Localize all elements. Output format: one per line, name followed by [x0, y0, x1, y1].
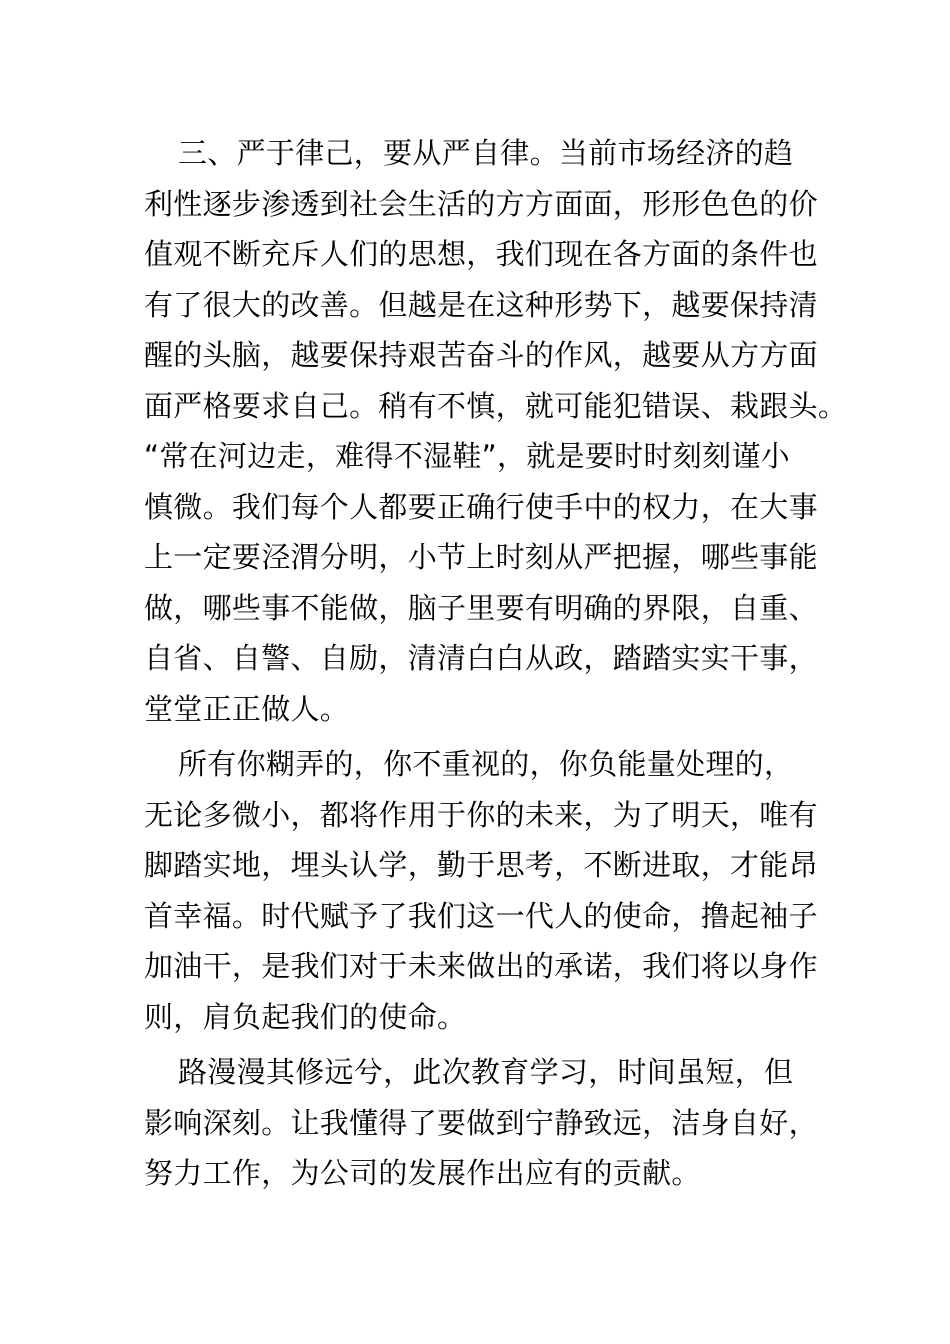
paragraph-conclusion	[144, 1047, 824, 1199]
paragraph-line: 三、严于律己，要从严自律。当前市场经济的趋	[178, 136, 794, 170]
paragraph-line: 无论多微小，都将作用于你的未来，为了明天，唯有	[144, 797, 818, 832]
paragraph-future	[144, 739, 824, 1042]
paragraph-line: 上一定要泾渭分明，小节上时刻从严把握，哪些事能	[144, 540, 818, 574]
paragraph-line: 则，肩负起我们的使命。	[144, 999, 467, 1034]
paragraph-line: 首幸福。时代赋予了我们这一代人的使命，撸起袖子	[144, 898, 818, 933]
paragraph-line: 堂堂正正做人。	[144, 691, 350, 726]
paragraph-line: 路漫漫其修远兮，此次教育学习，时间虽短，但	[178, 1055, 794, 1089]
paragraph-line: “常在河边走，难得不湿鞋”，就是要时时刻刻谨小	[144, 439, 790, 473]
paragraph-line: 加油干，是我们对于未来做出的承诺，我们将以身作	[144, 949, 818, 983]
document-body	[144, 128, 848, 1199]
paragraph-line: 脚踏实地，埋头认学，勤于思考，不断进取，才能昂	[144, 848, 818, 882]
paragraph-line: 慎微。我们每个人都要正确行使手中的权力，在大事	[144, 489, 818, 524]
paragraph-self-discipline	[144, 128, 848, 734]
paragraph-line: 值观不断充斥人们的思想，我们现在各方面的条件也	[144, 237, 818, 271]
paragraph-line: 所有你糊弄的，你不重视的，你负能量处理的，	[178, 747, 794, 781]
paragraph-line: 努力工作，为公司的发展作出应有的贡献。	[144, 1156, 701, 1190]
paragraph-line: 醒的头脑，越要保持艰苦奋斗的作风，越要从方方面	[144, 338, 818, 372]
paragraph-line: 利性逐步渗透到社会生活的方方面面，形形色色的价	[144, 186, 818, 221]
paragraph-line: 面严格要求自己。稍有不慎，就可能犯错误、栽跟头。	[144, 388, 848, 423]
paragraph-line: 影响深刻。让我懂得了要做到宁静致远，洁身自好，	[144, 1105, 818, 1140]
paragraph-line: 有了很大的改善。但越是在这种形势下，越要保持清	[144, 287, 818, 322]
paragraph-line: 做，哪些事不能做，脑子里要有明确的界限，自重、	[144, 590, 818, 625]
paragraph-line: 自省、自警、自励，清清白白从政，踏踏实实干事，	[144, 641, 818, 675]
